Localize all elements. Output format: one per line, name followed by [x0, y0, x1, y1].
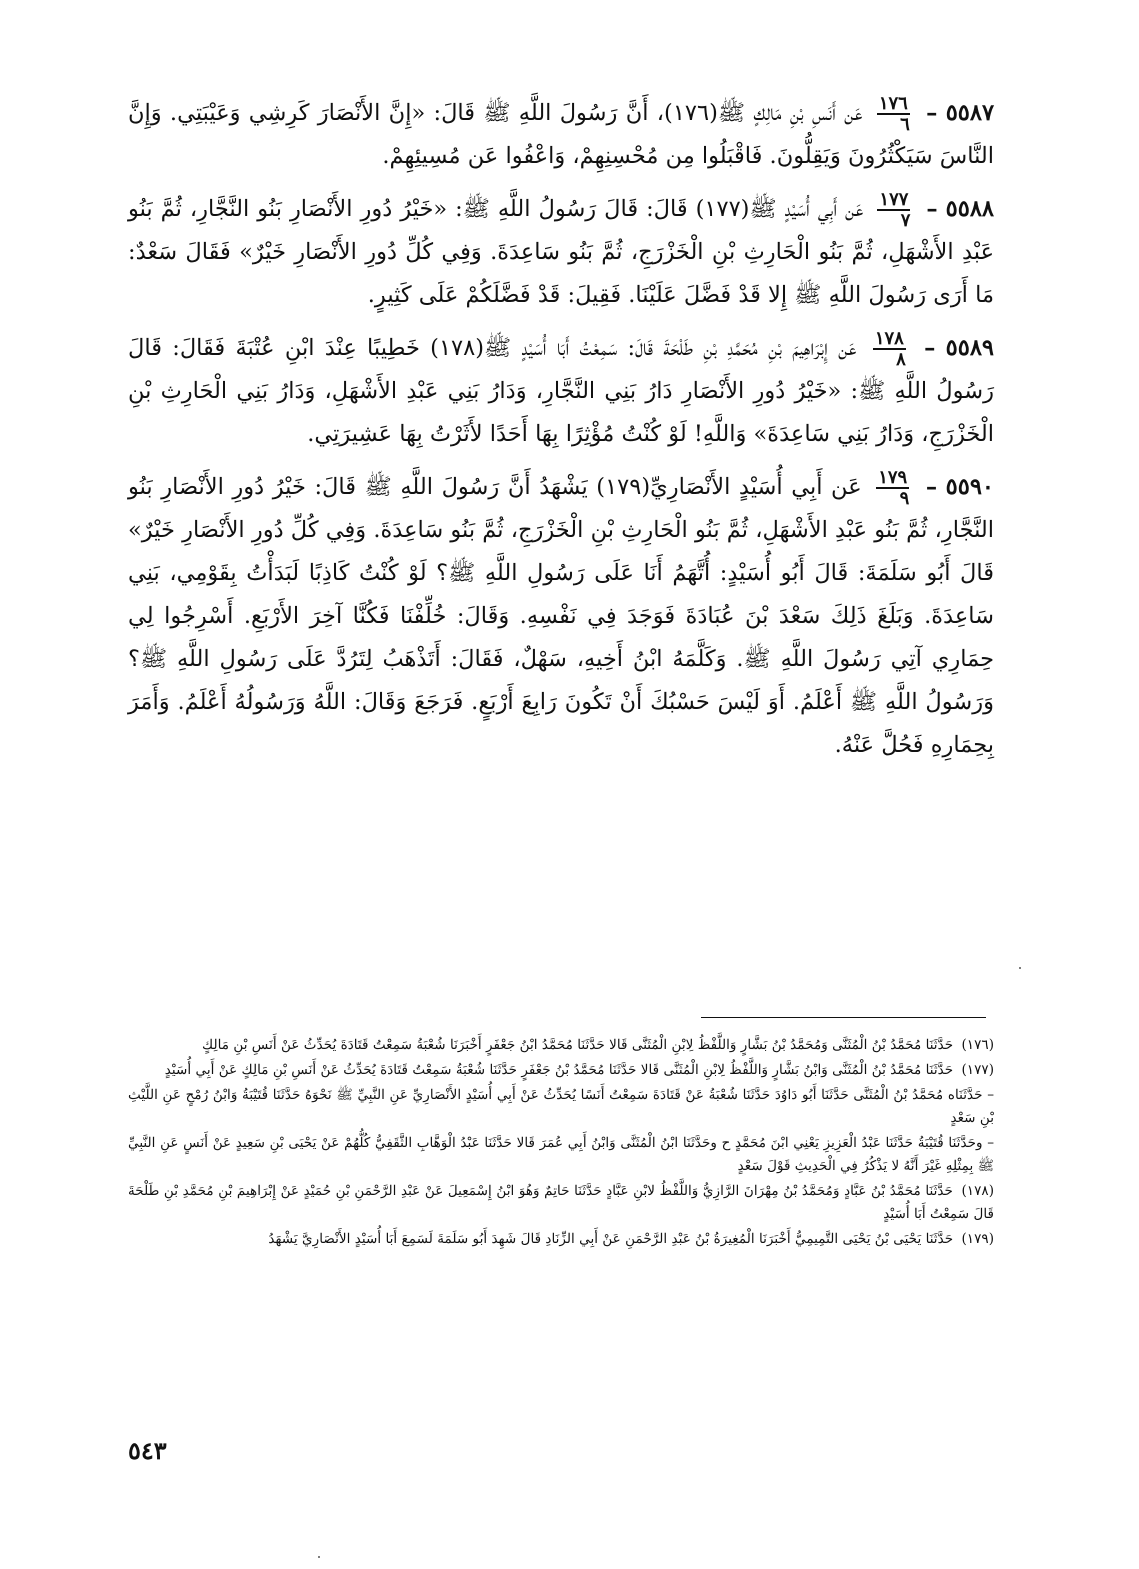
hadith-text: عَن أَبِي أُسَيْدٍ ﷺ(١٧٧) قَالَ: قَالَ رَسُولُ اللَّهِ ﷺ: «خَيْرُ دُورِ الأَنْصَارِ بَنُو النَّجَّارِ، ثُمَّ بَنُو عَبْدِ الأَشْهَلِ، ثُمَّ بَنُو الْحَارِثِ بْنِ الْخَزْرَجِ، ثُمَّ بَنُو سَاعِدَةَ. وَفِي كُلِّ دُورِ الأَنْصَارِ خَيْرٌ» فَقَالَ سَعْدٌ: مَا أَرَى رَسُولَ اللَّهِ ﷺ إِلا قَدْ فَضَّلَ عَلَيْنَا. فَقِيلَ: قَدْ فَضَّلَكُمْ عَلَى كَثِيرٍ. [128, 196, 994, 308]
hadith-text: عَن أَنَسِ بْنِ مَالِكٍ ﷺ(١٧٦)، أَنَّ رَسُولَ اللَّهِ ﷺ قَالَ: «إِنَّ الأَنْصَارَ كَرِشِي وَعَيْبَتِي. وَإِنَّ النَّاسَ سَيَكْثُرُونَ وَيَقِلُّونَ. فَاقْبَلُوا مِن مُحْسِنِهِمْ، وَاعْفُوا عَن مُسِيئِهِمْ. [128, 100, 994, 169]
footnote-text: حَدَّثَنَا مُحَمَّدُ بْنُ عَبَّادٍ وَمُحَمَّدُ بْنُ مِهْرَانَ الرَّازِيُّ وَاللَّفْظُ لابْنِ عَبَّادٍ حَدَّثَنَا حَاتِمٌ وَهُوَ ابْنُ إِسْمَعِيلَ عَنْ عَبْدِ الرَّحْمَنِ بْنِ حُمَيْدٍ عَنْ إِبْرَاهِيمَ بْنِ مُحَمَّدِ بْنِ طَلْحَةَ قَالَ سَمِعْتُ أَبَا أُسَيْدٍ [128, 1183, 994, 1222]
hadith-5590 [128, 466, 994, 767]
footnote-177-continuation [128, 1084, 994, 1130]
footnote-number: (١٧٩) [961, 1231, 994, 1247]
footnote-text: حَدَّثَنَا يَحْيَى بْنُ يَحْيَى التَّمِيمِيُّ أَخْبَرَنَا الْمُغِيرَةُ بْنُ عَبْدِ الرَّحْمَنِ عَنْ أَبِي الزِّنَادِ قَالَ شَهِدَ أَبُو سَلَمَةَ لَسَمِعَ أَبَا أُسَيْدٍ الأَنْصَارِيَّ يَشْهَدُ [268, 1231, 954, 1247]
cross-reference-fraction [877, 191, 910, 229]
footnote-text: – حَدَّثَنَاه مُحَمَّدُ بْنُ الْمُثَنَّى حَدَّثَنَا أَبُو دَاوُدَ حَدَّثَنَا شُعْبَةُ عَنْ قَتَادَةَ سَمِعْتُ أَنَسًا يُحَدِّثُ عَنْ أَبِي أُسَيْدٍ الأَنْصَارِيِّ عَنِ النَّبِيِّ ﷺ نَحْوَهُ حَدَّثَنَا قُتَيْبَةُ وَابْنُ رُمْحٍ عَنِ اللَّيْثِ بْنِ سَعْدٍ [128, 1087, 994, 1126]
hadith-text: عَن أَبِي أُسَيْدٍ الأَنْصَارِيِّ(١٧٩) يَشْهَدُ أَنَّ رَسُولَ اللَّهِ ﷺ قَالَ: خَيْرُ دُورِ الأَنْصَارِ بَنُو النَّجَّارِ، ثُمَّ بَنُو عَبْدِ الأَشْهَلِ، ثُمَّ بَنُو الْحَارِثِ بْنِ الْخَزْرَجِ، ثُمَّ بَنُو سَاعِدَةَ. وَفِي كُلِّ دُورِ الأَنْصَارِ خَيْرٌ» قَالَ أَبُو سَلَمَةَ: قَالَ أَبُو أُسَيْدٍ: أُتَّهَمُ أَنَا عَلَى رَسُولِ اللَّهِ ﷺ؟ لَوْ كُنْتُ كَاذِبًا لَبَدَأْتُ بِقَوْمِي، بَنِي سَاعِدَةَ. وَبَلَغَ ذَلِكَ سَعْدَ بْنَ عُبَادَةَ فَوَجَدَ فِي نَفْسِهِ. وَقَالَ: خُلِّفْنَا فَكُنَّا آخِرَ الأَرْبَعِ. أَسْرِجُوا لِي حِمَارِي آتِي رَسُولَ اللَّهِ ﷺ. وَكَلَّمَهُ ابْنُ أَخِيهِ، سَهْلٌ، فَقَالَ: أَتَذْهَبُ لِتَرُدَّ عَلَى رَسُولِ اللَّهِ ﷺ؟ وَرَسُولُ اللَّهِ ﷺ أَعْلَمُ. أَوَ لَيْسَ حَسْبُكَ أَنْ تَكُونَ رَابِعَ أَرْبَعٍ. فَرَجَعَ وَقَالَ: اللَّهُ وَرَسُولُهُ أَعْلَمُ. وَأَمَرَ بِحِمَارِهِ فَحُلَّ عَنْهُ. [128, 474, 994, 758]
footnote-177-continuation [128, 1132, 994, 1178]
hadith-5588 [128, 188, 994, 317]
hadith-number: ٥٥٨٩ [945, 335, 995, 361]
hadith-text: عَن إِبْرَاهِيمَ بْنِ مُحَمَّدِ بْنِ طَلْحَةَ قَالَ: سَمِعْتُ أَبَا أُسَيْدٍ ﷺ(١٧٨) خَطِيبًا عِنْدَ ابْنِ عُتْبَةَ فَقَالَ: قَالَ رَسُولُ اللَّهِ ﷺ: «خَيْرُ دُورِ الأَنْصَارِ دَارُ بَنِي النَّجَّارِ، وَدَارُ بَنِي عَبْدِ الأَشْهَلِ، وَدَارُ بَنِي الْحَارِثِ بْنِ الْخَزْرَجِ، وَدَارُ بَنِي سَاعِدَةَ» وَاللَّهِ! لَوْ كُنْتُ مُؤْثِرًا بِهَا أَحَدًا لأَثَرْتُ بِهَا عَشِيرَتِي. [128, 335, 994, 447]
footnote-text: حَدَّثَنَا مُحَمَّدُ بْنُ الْمُثَنَّى وَابْنُ بَشَّارٍ وَاللَّفْظُ لِابْنِ الْمُثَنَّى قَالا حَدَّثَنَا مُحَمَّدُ بْنُ جَعْفَرٍ حَدَّثَنَا شُعْبَةُ سَمِعْتُ قَتَادَةَ يُحَدِّثُ عَنْ أَنَسِ بْنِ مَالِكٍ عَنْ أَبِي أُسَيْدٍ [164, 1062, 954, 1078]
hadith-5589 [128, 327, 994, 456]
fraction-bottom: ٩ [899, 488, 910, 509]
hadith-number: ٥٥٩٠ [945, 474, 995, 500]
footnote-179 [128, 1228, 994, 1251]
fraction-bottom: ٧ [900, 210, 911, 231]
dash: – [924, 335, 936, 361]
hadith-number: ٥٥٨٧ [945, 100, 995, 126]
dash: – [926, 196, 938, 222]
dash: – [926, 100, 938, 126]
footnote-separator [701, 1017, 986, 1018]
fraction-top: ١٧٦ [878, 93, 908, 114]
page-number: ٥٤٣ [128, 1436, 167, 1465]
scan-speck [1019, 967, 1021, 969]
scan-speck [318, 1556, 320, 1558]
fraction-bottom: ٦ [900, 114, 910, 135]
footnotes-section [128, 1034, 994, 1253]
fraction-top: ١٧٩ [878, 467, 908, 488]
footnote-text: – وحَدَّثَنَا قُتَيْبَةُ حَدَّثَنَا عَبْدُ الْعَزِيزِ يَعْنِي ابْنَ مُحَمَّدٍ ح وحَدَّثَنَا ابْنُ الْمُثَنَّى وَابْنُ أَبِي عُمَرَ قَالا حَدَّثَنَا عَبْدُ الْوَهَّابِ الثَّقَفِيُّ كُلُّهُمْ عَنْ يَحْيَى بْنِ سَعِيدٍ عَنْ أَنَسٍ عَنِ النَّبِيِّ ﷺ بِمِثْلِهِ غَيْرَ أَنَّهُ لا يَذْكُرُ فِي الْحَدِيثِ قَوْلَ سَعْدٍ [128, 1135, 994, 1174]
footnote-number: (١٧٧) [961, 1062, 994, 1078]
footnote-number: (١٧٨) [961, 1183, 994, 1199]
footnote-number: (١٧٦) [961, 1037, 994, 1053]
fraction-top: ١٧٨ [874, 328, 904, 349]
cross-reference-fraction [877, 95, 910, 133]
hadith-5587 [128, 92, 994, 178]
cross-reference-fraction [873, 330, 906, 368]
cross-reference-fraction [876, 469, 909, 507]
fraction-top: ١٧٧ [879, 189, 909, 210]
dash: – [925, 474, 938, 500]
footnote-178 [128, 1180, 994, 1226]
hadith-section [128, 92, 994, 777]
footnote-text: حَدَّثَنَا مُحَمَّدُ بْنُ الْمُثَنَّى وَمُحَمَّدُ بْنُ بَشَّارٍ وَاللَّفْظُ لِابْنِ الْمُثَنَّى قَالا حَدَّثَنَا مُحَمَّدُ ابْنُ جَعْفَرٍ أَخْبَرَنَا شُعْبَةُ سَمِعْتُ قَتَادَةَ يُحَدِّثُ عَنْ أَنَسِ بْنِ مَالِكٍ [202, 1037, 954, 1053]
hadith-number: ٥٥٨٨ [945, 196, 995, 222]
footnote-176 [128, 1034, 994, 1057]
footnote-177 [128, 1059, 994, 1082]
fraction-bottom: ٨ [896, 349, 906, 370]
